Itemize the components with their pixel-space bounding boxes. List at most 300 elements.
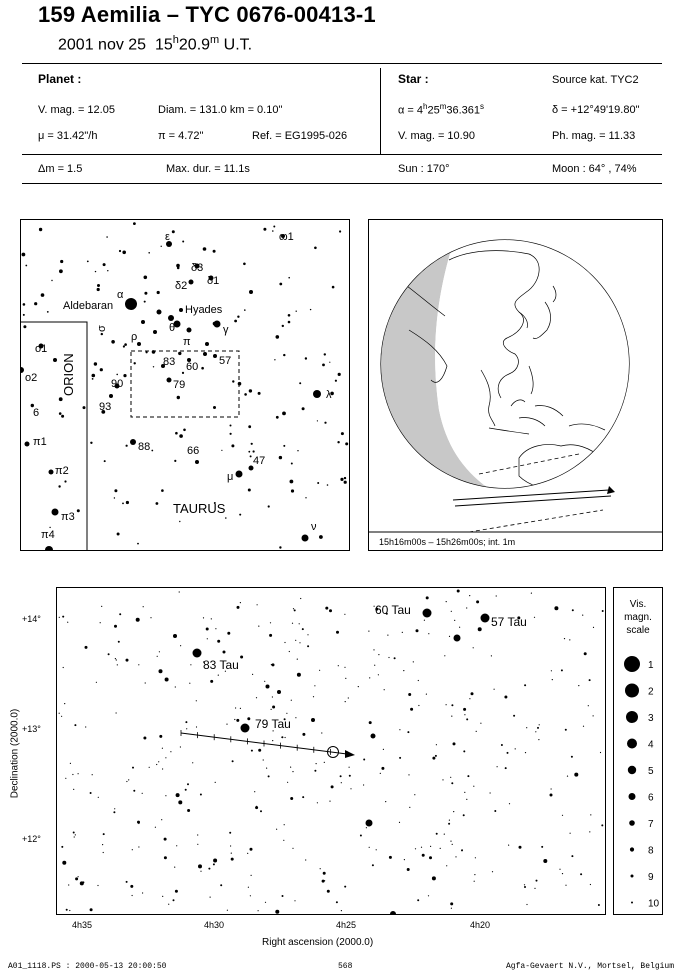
chart-star (390, 911, 396, 914)
finder-star (174, 460, 176, 462)
chart-star (132, 849, 133, 850)
finder-star (319, 535, 323, 539)
chart-star (251, 750, 253, 752)
label-6: 6 (33, 407, 40, 419)
chart-star (307, 634, 308, 635)
chart-star (257, 604, 258, 605)
finder-star (279, 283, 282, 286)
chart-star (297, 673, 301, 677)
chart-star (247, 853, 248, 854)
chart-star (492, 871, 493, 872)
finder-star (291, 463, 293, 465)
finder-star (167, 378, 172, 383)
chart-star (418, 680, 419, 681)
chart-star (321, 732, 322, 733)
minute-unit: m (210, 34, 220, 46)
chart-star (70, 763, 71, 764)
finder-star (179, 434, 183, 438)
finder-star (104, 460, 106, 462)
chart-star (130, 885, 133, 888)
finder-star (39, 228, 42, 231)
finder-star (107, 270, 108, 271)
chart-star (403, 670, 404, 671)
finder-star (221, 450, 222, 451)
finder-star (231, 444, 234, 447)
finder-star (324, 353, 326, 355)
label-omega1: ω1 (279, 231, 294, 243)
legend-dot (628, 766, 636, 774)
chart-star (302, 628, 304, 630)
chart-star (96, 682, 97, 683)
xtick-4h25: 4h25 (336, 920, 357, 930)
finder-star (111, 340, 115, 344)
chart-star (440, 848, 441, 849)
chart-star (531, 593, 532, 594)
chart-star (565, 729, 567, 731)
chart-star (474, 874, 475, 875)
chart-star (266, 768, 267, 769)
star-source-catalog: Source kat. TYC2 (552, 74, 639, 86)
finder-star (151, 450, 153, 452)
legend-dot (631, 875, 634, 878)
chart-star (417, 899, 419, 901)
finder-star (279, 456, 282, 459)
globe-caption: 15h16m00s – 15h26m00s; int. 1m (379, 537, 516, 547)
chart-star (435, 755, 437, 757)
chart-star (432, 757, 435, 760)
label-taurus: TAURUS (173, 501, 226, 516)
finder-star (274, 359, 275, 360)
chart-star (287, 782, 288, 783)
asteroid-path-arrow (345, 750, 355, 758)
label-pi4: π4 (41, 529, 55, 541)
chart-star (598, 904, 600, 906)
chart-star (97, 885, 98, 886)
chart-star (345, 701, 346, 702)
chart-star (250, 895, 251, 896)
chart-star (349, 775, 351, 777)
chart-star (526, 904, 527, 905)
chart-star (203, 617, 204, 618)
chart-star (78, 773, 79, 774)
chart-star (271, 709, 272, 710)
finder-chart-panel (20, 219, 350, 551)
chart-star (143, 737, 146, 740)
finder-star (236, 471, 243, 478)
chart-star (466, 799, 467, 800)
chart-star (290, 797, 293, 800)
chart-star (227, 910, 228, 911)
legend-label: 1 (648, 660, 654, 671)
finder-star (59, 397, 63, 401)
label-sigma: σ (96, 325, 108, 332)
ytick-14: +14° (22, 614, 41, 624)
star-vmag: V. mag. = 10.90 (398, 130, 475, 142)
finder-star (248, 451, 250, 453)
chart-star (565, 885, 566, 886)
chart-star (263, 759, 264, 760)
chart-star (562, 815, 563, 816)
chart-star (293, 608, 294, 609)
label-gamma: γ (223, 324, 229, 336)
chart-star (453, 742, 456, 745)
chart-star (341, 910, 342, 911)
finder-star (203, 247, 207, 251)
chart-star (410, 708, 413, 711)
label-nu: ν (311, 521, 317, 533)
chart-star (363, 759, 365, 761)
chart-star (62, 616, 64, 618)
chart-star (300, 598, 301, 599)
chart-star (451, 782, 453, 784)
chart-star (313, 696, 314, 697)
chart-star (117, 664, 118, 665)
chart-star (258, 626, 259, 627)
chart-star (240, 656, 243, 659)
finder-star (146, 351, 148, 353)
finder-star (101, 333, 103, 335)
chart-star (231, 858, 234, 861)
finder-star (90, 442, 92, 444)
chart-star (469, 595, 470, 596)
finder-star (144, 276, 148, 280)
chart-star (413, 661, 414, 662)
chart-star (457, 590, 460, 593)
chart-star (116, 659, 117, 660)
chart-star (176, 793, 180, 797)
chart-star (475, 857, 476, 858)
chart-star (62, 861, 66, 865)
legend-dot (629, 820, 635, 826)
chart-star (593, 627, 594, 628)
chart-star (474, 881, 475, 882)
chart-star (567, 776, 568, 777)
chart-star (180, 645, 181, 646)
chart-star (230, 845, 231, 846)
finder-star (130, 439, 136, 445)
finder-star (290, 480, 294, 484)
chart-star (286, 713, 287, 714)
chart-star (378, 654, 379, 655)
chart-star (133, 790, 135, 792)
chart-star (537, 727, 539, 729)
shadow-path-north (453, 490, 609, 500)
chart-star (185, 721, 187, 723)
chart-star (162, 896, 163, 897)
chart-star (236, 719, 239, 722)
chart-star (535, 731, 536, 732)
chart-star (469, 698, 470, 699)
chart-star (178, 800, 182, 804)
finder-star (183, 429, 186, 432)
legend-dot (627, 739, 637, 749)
chart-star (311, 718, 315, 722)
finder-star (141, 320, 145, 324)
finder-star (161, 246, 162, 247)
finder-star (148, 252, 150, 254)
chart-star (366, 827, 367, 828)
finder-star (114, 497, 115, 498)
finder-star (23, 314, 25, 316)
chart-star (74, 836, 75, 837)
x-axis-label: Right ascension (2000.0) (262, 937, 374, 948)
finder-star (213, 406, 216, 409)
finder-star (248, 489, 251, 492)
chart-star (451, 716, 452, 717)
chart-star (226, 724, 227, 725)
chart-star (218, 675, 219, 676)
finder-star (124, 343, 127, 346)
finder-star (114, 489, 117, 492)
chart-star (536, 880, 538, 882)
label-hyades: Hyades (185, 304, 223, 316)
finder-star (126, 501, 129, 504)
table-top-rule (22, 63, 662, 64)
chart-star (294, 609, 296, 611)
chart-star (292, 848, 293, 849)
finder-star (332, 286, 335, 289)
chart-star (157, 656, 158, 657)
chart-star (150, 617, 151, 618)
finder-star (100, 368, 103, 371)
chart-star (497, 766, 498, 767)
planet-heading: Planet : (38, 72, 82, 86)
chart-star (452, 844, 453, 845)
finder-star (59, 269, 63, 273)
finder-star (106, 236, 108, 238)
chart-star (175, 890, 178, 893)
star-heading: Star : (398, 72, 429, 86)
finder-star (137, 543, 139, 545)
chart-star (61, 716, 62, 717)
chart-star (138, 846, 139, 847)
finder-star (45, 546, 53, 550)
chart-star (600, 752, 601, 753)
finder-star (34, 302, 37, 305)
chart-star (240, 708, 241, 709)
finder-star (244, 393, 247, 396)
finder-star (203, 352, 207, 356)
label-88: 88 (138, 441, 151, 453)
chart-star (464, 792, 465, 793)
finder-star (268, 505, 270, 507)
chart-star (289, 651, 290, 652)
chart-star (281, 736, 283, 738)
chart-star (455, 856, 456, 857)
finder-star (230, 433, 232, 435)
label-lambda: λ (326, 389, 332, 401)
chart-star (290, 767, 291, 768)
chart-star (292, 771, 293, 772)
finder-star (205, 342, 209, 346)
path-limit-south (469, 510, 603, 532)
chart-star (138, 664, 139, 665)
chart-star (378, 674, 379, 675)
orion-boundary (21, 322, 87, 550)
chart-star (126, 781, 127, 782)
finder-star (225, 517, 227, 519)
finder-star (338, 373, 341, 376)
chart-star (155, 827, 156, 828)
chart-star (561, 669, 563, 671)
chart-star (473, 647, 474, 648)
chart-star (251, 875, 252, 876)
finder-star (97, 284, 100, 287)
chart-star (307, 645, 309, 647)
chart-star (494, 689, 495, 690)
chart-star (67, 622, 68, 623)
chart-star (404, 859, 405, 860)
chart-star (196, 726, 197, 727)
label-57-tau: 57 Tau (491, 615, 527, 629)
finder-star (123, 345, 125, 347)
chart-star (402, 632, 403, 633)
chart-star (480, 723, 481, 724)
label-delta1: δ1 (207, 275, 220, 287)
chart-star (430, 846, 431, 847)
chart-star (559, 869, 560, 870)
star-chart (57, 588, 605, 914)
chart-star (584, 652, 587, 655)
label-66: 66 (187, 445, 200, 457)
chart-star (90, 792, 92, 794)
legend-label: 10 (648, 898, 660, 910)
finder-star (97, 288, 100, 291)
chart-star (235, 707, 236, 708)
chart-star (302, 796, 304, 798)
label-mu: μ (227, 471, 234, 483)
chart-star (350, 788, 351, 789)
table-bottom-rule (22, 183, 662, 184)
chart-star (388, 657, 389, 658)
chart-star (159, 735, 162, 738)
planet-motion: μ = 31.42"/h (38, 130, 98, 142)
label-o2: o2 (25, 372, 38, 384)
chart-star (72, 774, 73, 775)
finder-star (123, 374, 126, 377)
chart-star (143, 606, 144, 607)
chart-star (165, 678, 169, 682)
chart-star (80, 881, 84, 885)
chart-star (161, 819, 162, 820)
chart-star (73, 832, 75, 834)
finder-star (182, 241, 184, 243)
finder-star (25, 442, 30, 447)
chart-star (237, 606, 240, 609)
xtick-4h35: 4h35 (72, 920, 93, 930)
chart-star (282, 895, 284, 897)
chart-star (466, 718, 468, 720)
chart-star (423, 609, 432, 618)
label-79: 79 (173, 379, 186, 391)
finder-star (324, 422, 326, 424)
earth-globe (369, 220, 662, 550)
chart-star (464, 714, 465, 715)
finder-star (187, 328, 192, 333)
finder-star (175, 432, 178, 435)
finder-star (117, 533, 120, 536)
finder-star (213, 354, 217, 358)
finder-star (244, 309, 246, 311)
label-pi1: π1 (33, 436, 47, 448)
chart-star (554, 606, 558, 610)
chart-star (446, 601, 447, 602)
chart-star (384, 689, 385, 690)
chart-star (444, 834, 445, 835)
finder-star (337, 441, 339, 443)
star-declination: δ = +12°49'19.80" (552, 104, 640, 116)
finder-star (237, 316, 239, 318)
chart-star (314, 685, 315, 686)
finder-star (77, 509, 80, 512)
chart-star (358, 686, 359, 687)
shadow-path-arrow (607, 486, 615, 494)
chart-star (368, 631, 369, 632)
chart-star (132, 767, 134, 769)
chart-star (602, 610, 604, 612)
finder-star (177, 267, 180, 270)
chart-star (277, 690, 281, 694)
finder-star (25, 265, 27, 267)
chart-star (68, 884, 69, 885)
label-79-tau: 79 Tau (255, 717, 291, 731)
chart-star (165, 795, 166, 796)
chart-star (478, 627, 482, 631)
chart-star (324, 762, 325, 763)
finder-star (302, 407, 305, 410)
planet-vmag: V. mag. = 12.05 (38, 104, 115, 116)
chart-star (292, 623, 293, 624)
chart-star (590, 884, 591, 885)
chart-star (414, 794, 415, 795)
finder-star (103, 263, 106, 266)
chart-star (149, 767, 150, 768)
finder-star (243, 263, 246, 266)
chart-star (369, 847, 370, 848)
chart-star (408, 693, 411, 696)
chart-star (383, 749, 384, 750)
finder-star (339, 230, 341, 232)
label-47: 47 (253, 455, 266, 467)
chart-star (463, 750, 465, 752)
finder-star (249, 389, 252, 392)
finder-star (179, 521, 180, 522)
finder-star (126, 445, 128, 447)
chart-star (476, 731, 477, 732)
chart-star (142, 793, 143, 794)
footer-page: 568 (338, 962, 353, 971)
chart-star (294, 900, 295, 901)
chart-star (471, 692, 474, 695)
chart-star (234, 719, 235, 720)
finder-star (177, 396, 180, 399)
chart-star (59, 617, 60, 618)
finder-star (195, 460, 199, 464)
finder-star (49, 470, 54, 475)
finder-star (21, 367, 24, 373)
chart-star (543, 859, 547, 863)
legend-label: 3 (648, 713, 654, 724)
chart-star (258, 910, 259, 911)
chart-star (589, 679, 591, 681)
chart-star (589, 831, 590, 832)
chart-star (534, 888, 535, 889)
chart-star (59, 713, 60, 714)
finder-star (288, 277, 290, 279)
chart-star (173, 634, 177, 638)
chart-star (176, 845, 177, 846)
chart-star (505, 767, 507, 769)
